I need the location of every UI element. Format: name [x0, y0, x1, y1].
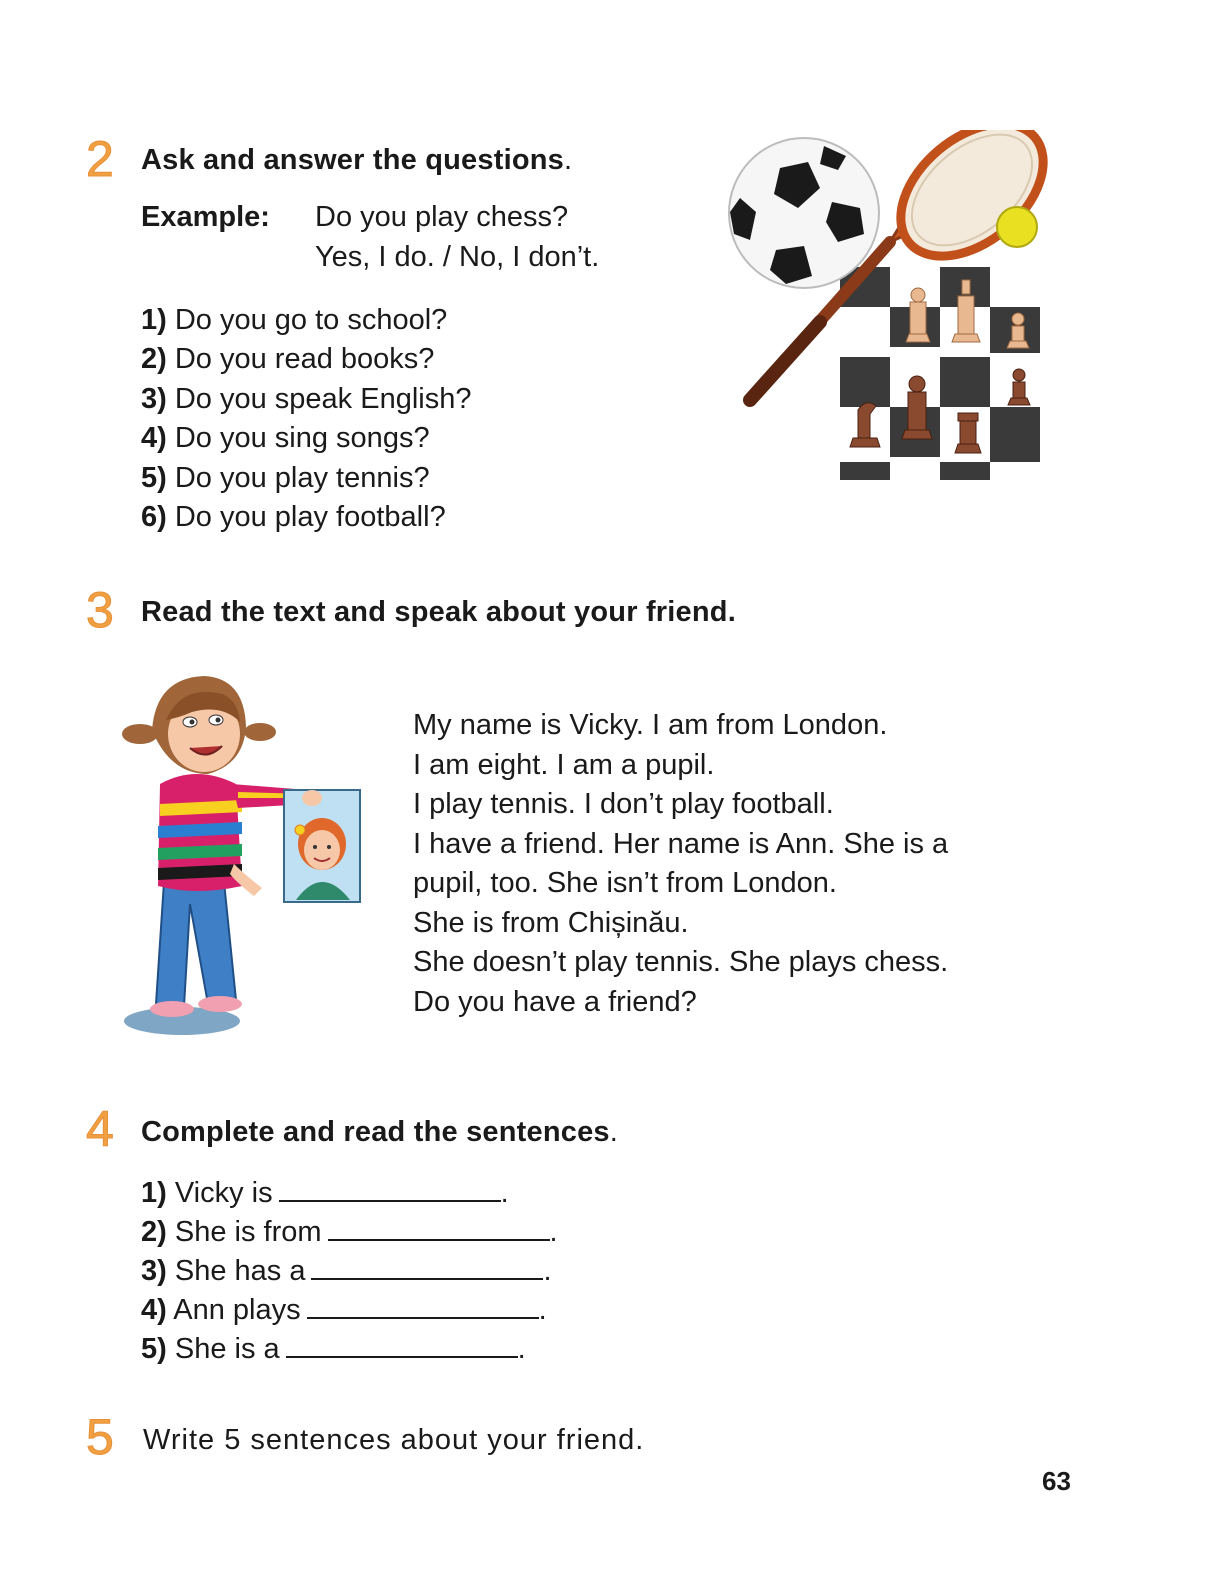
sentence-item — [141, 1254, 552, 1286]
sentence-item — [141, 1176, 509, 1208]
question-text: Do you sing songs? — [174, 422, 430, 454]
text-line: She is from Chișinău. — [413, 906, 689, 939]
answer-blank[interactable] — [328, 1215, 550, 1241]
chess-board-icon — [840, 267, 1040, 480]
exercise-4-title-text: Complete and read the sentences — [141, 1116, 610, 1148]
sentence-text: Vicky is — [174, 1177, 273, 1209]
sentence-number: 2) — [141, 1216, 167, 1248]
sentence-end-mark: . — [538, 1294, 547, 1326]
question-text: Do you play tennis? — [174, 462, 430, 494]
question-number: 4) — [141, 422, 167, 454]
exercise-2-number: 2 — [86, 131, 114, 187]
sentence-end-mark: . — [549, 1216, 558, 1248]
exercise-4-title — [141, 1118, 618, 1147]
answer-blank[interactable] — [286, 1332, 518, 1358]
question-item — [141, 424, 430, 453]
exercise-3-title: Read the text and speak about your friend. — [141, 596, 736, 628]
sentence-item — [141, 1332, 526, 1364]
sentence-number: 4) — [141, 1294, 167, 1326]
question-item — [141, 345, 434, 374]
question-number: 2) — [141, 343, 167, 375]
sentence-text: She is from — [174, 1216, 322, 1248]
text-line: I have a friend. Her name is Ann. She is a — [413, 827, 949, 860]
exercise-5-number: 5 — [86, 1409, 114, 1465]
question-number: 3) — [141, 383, 167, 415]
question-number: 1) — [141, 304, 167, 336]
example-answer: Yes, I do. / No, I don’t. — [315, 241, 600, 273]
exercise-2-title-text: Ask and answer the questions — [141, 144, 564, 176]
question-text: Do you go to school? — [174, 304, 448, 336]
question-item — [141, 385, 472, 414]
answer-blank[interactable] — [311, 1254, 543, 1280]
question-text: Do you play football? — [174, 501, 446, 533]
exercise-2-title — [141, 146, 572, 175]
sentence-text: She has a — [174, 1255, 306, 1287]
question-number: 6) — [141, 501, 167, 533]
question-text: Do you read books? — [174, 343, 435, 375]
text-line: I am eight. I am a pupil. — [413, 748, 715, 781]
text-line: pupil, too. She isn’t from London. — [413, 867, 837, 899]
exercise-5-title: Write 5 sentences about your friend. — [143, 1424, 645, 1456]
exercise-4-number: 4 — [86, 1101, 114, 1157]
sentence-number: 3) — [141, 1255, 167, 1287]
sentence-text: Ann plays — [173, 1294, 301, 1326]
soccer-ball-icon — [729, 138, 879, 288]
sentence-end-mark: . — [543, 1255, 552, 1287]
text-line: I play tennis. I don’t play football. — [413, 788, 834, 820]
question-item — [141, 464, 430, 493]
question-text: Do you speak English? — [174, 383, 472, 415]
sentence-text: She is a — [174, 1333, 280, 1365]
sentence-number: 1) — [141, 1177, 167, 1209]
exercise-2-title-end: . — [564, 144, 573, 176]
sentence-item — [141, 1215, 558, 1247]
portrait-ann-illustration — [284, 790, 360, 902]
exercise-3-number: 3 — [86, 582, 114, 638]
text-line: Do you have a friend? — [413, 985, 697, 1018]
girl-vicky-illustration — [112, 664, 372, 1044]
sentence-item — [141, 1293, 547, 1325]
example-label: Example: — [141, 201, 270, 233]
sentence-end-mark: . — [517, 1333, 526, 1365]
example-question: Do you play chess? — [315, 201, 569, 233]
answer-blank[interactable] — [307, 1293, 539, 1319]
vicky-text — [413, 706, 1053, 1022]
text-line: She doesn’t play tennis. She plays chess. — [413, 946, 949, 978]
answer-blank[interactable] — [279, 1176, 501, 1202]
sentence-end-mark: . — [500, 1177, 509, 1209]
text-line: My name is Vicky. I am from London. — [413, 709, 888, 741]
page-number: 63 — [1042, 1466, 1071, 1496]
question-item — [141, 306, 447, 335]
question-number: 5) — [141, 462, 167, 494]
sentence-number: 5) — [141, 1333, 167, 1365]
question-item — [141, 503, 446, 532]
sports-illustration — [720, 130, 1060, 490]
exercise-4-title-end: . — [609, 1116, 618, 1148]
